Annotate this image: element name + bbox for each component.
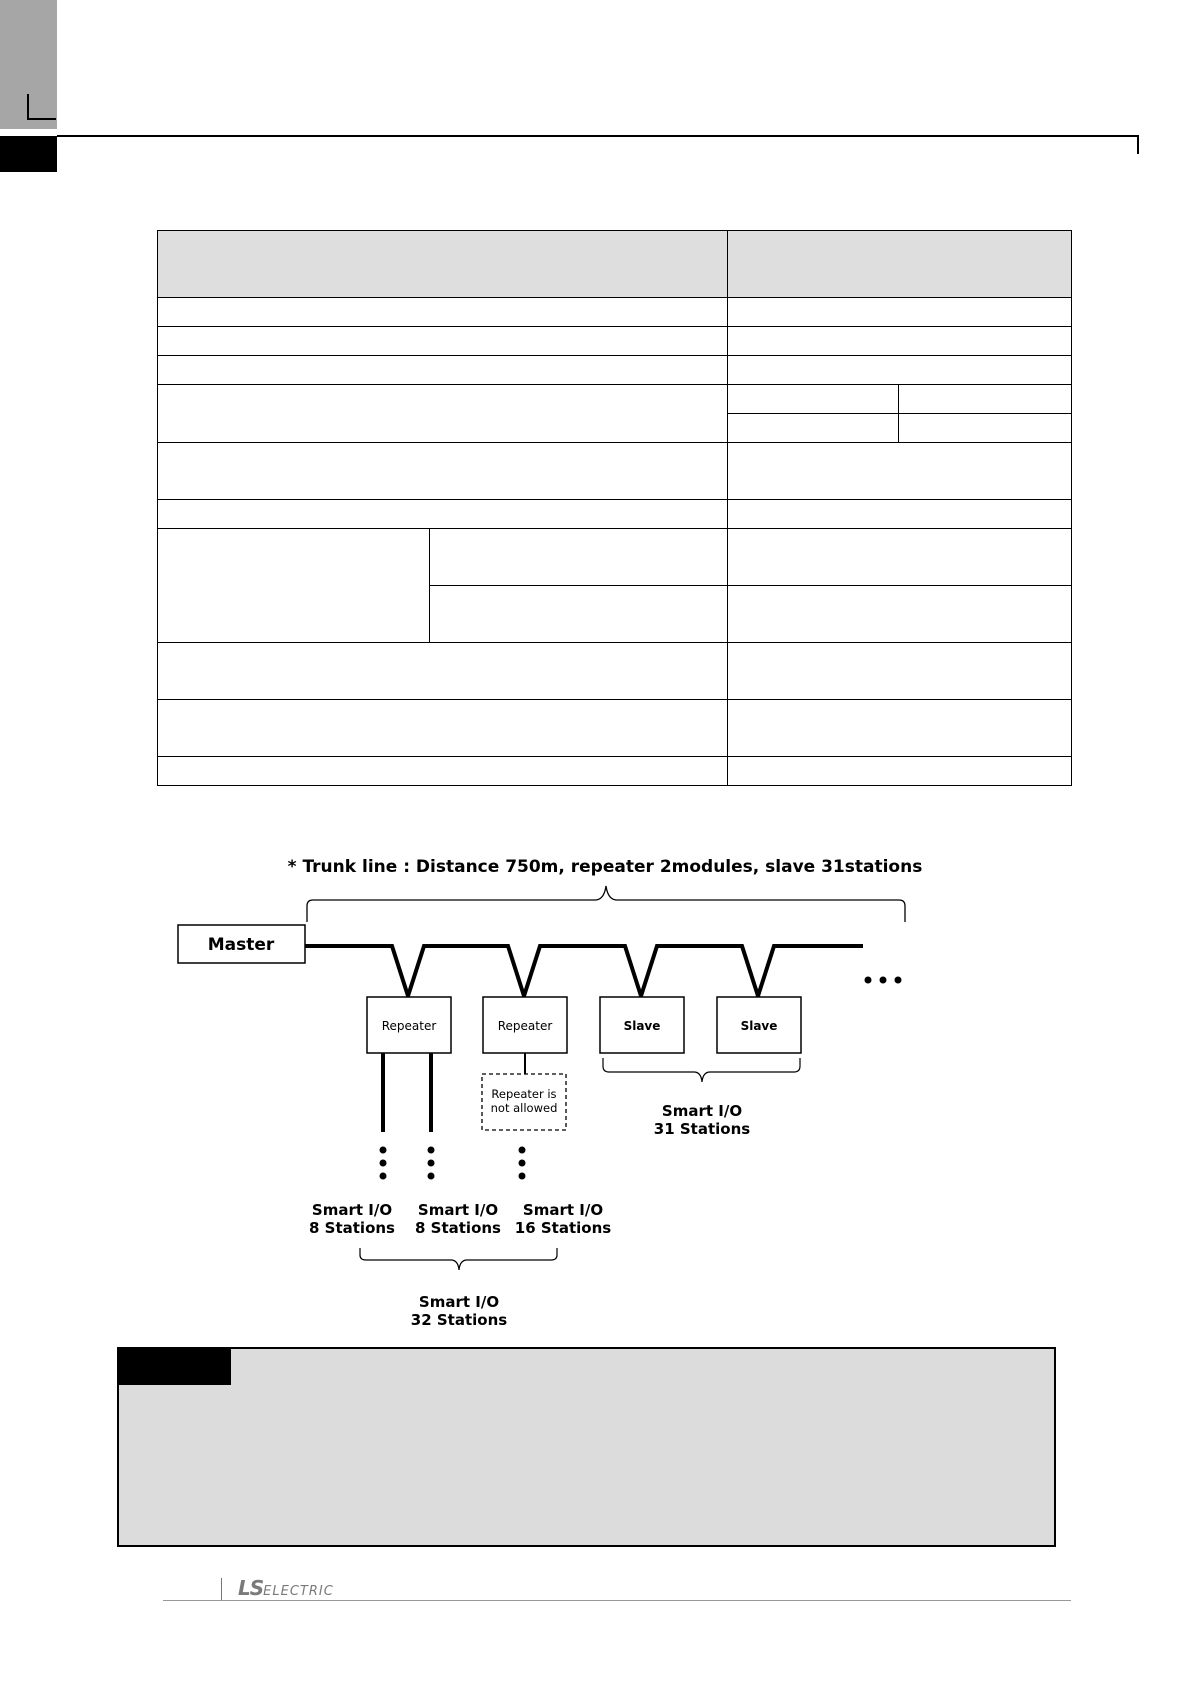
table-row bbox=[158, 757, 1072, 786]
trunk-brace bbox=[307, 886, 905, 922]
branch-label-line2: 16 Stations bbox=[514, 1219, 612, 1237]
continuation-dots bbox=[865, 977, 902, 984]
slave-label: Slave bbox=[740, 1019, 778, 1033]
network-diagram bbox=[0, 850, 1192, 1330]
header-rule-tick bbox=[1137, 135, 1139, 154]
table-row bbox=[158, 327, 1072, 356]
repeater-label: Repeater bbox=[381, 1019, 437, 1033]
not-allowed-line: not allowed bbox=[490, 1101, 558, 1115]
master-label: Master bbox=[207, 935, 275, 955]
brand-logo-ls: LS bbox=[238, 1576, 264, 1600]
table-row bbox=[158, 700, 1072, 757]
spec-table bbox=[157, 230, 1072, 786]
trunk-caption: * Trunk line : Distance 750m, repeater 2modules, slave 31stations bbox=[287, 857, 923, 877]
table-row bbox=[158, 529, 1072, 586]
branch-label-line1: Smart I/O bbox=[311, 1201, 393, 1219]
note-box bbox=[117, 1347, 1056, 1547]
branch-total-brace bbox=[360, 1248, 557, 1270]
footer-rule bbox=[163, 1600, 1071, 1601]
branch-label-line1: Smart I/O bbox=[522, 1201, 604, 1219]
header-rule bbox=[57, 135, 1139, 137]
brand-logo bbox=[238, 1576, 334, 1600]
table-header-spec bbox=[728, 231, 1072, 298]
table-row bbox=[158, 643, 1072, 700]
slave-group-line2: 31 Stations bbox=[653, 1120, 751, 1138]
table-row bbox=[158, 356, 1072, 385]
repeater-label: Repeater bbox=[497, 1019, 553, 1033]
not-allowed-line: Repeater is bbox=[491, 1087, 557, 1101]
table-header-item bbox=[158, 231, 728, 298]
branch-label-line1: Smart I/O bbox=[417, 1201, 499, 1219]
table-row bbox=[158, 298, 1072, 327]
chapter-tab-marker bbox=[0, 136, 57, 172]
brand-logo-electric: ELECTRIC bbox=[263, 1584, 334, 1599]
slave-label: Slave bbox=[623, 1019, 661, 1033]
branch-label-line2: 8 Stations bbox=[309, 1219, 395, 1237]
branch-label-line2: 8 Stations bbox=[415, 1219, 501, 1237]
table-row bbox=[158, 500, 1072, 529]
footer-divider bbox=[221, 1578, 222, 1600]
trunk-line bbox=[305, 946, 863, 996]
chapter-tab-mark bbox=[27, 94, 56, 120]
slave-group-brace bbox=[603, 1058, 800, 1082]
branch-total-line2: 32 Stations bbox=[410, 1311, 508, 1329]
branch-total-line1: Smart I/O bbox=[418, 1293, 500, 1311]
slave-group-line1: Smart I/O bbox=[661, 1102, 743, 1120]
table-row bbox=[158, 443, 1072, 500]
vertical-ellipsis bbox=[380, 1147, 526, 1180]
table-row bbox=[158, 385, 1072, 414]
note-tag bbox=[117, 1347, 231, 1385]
